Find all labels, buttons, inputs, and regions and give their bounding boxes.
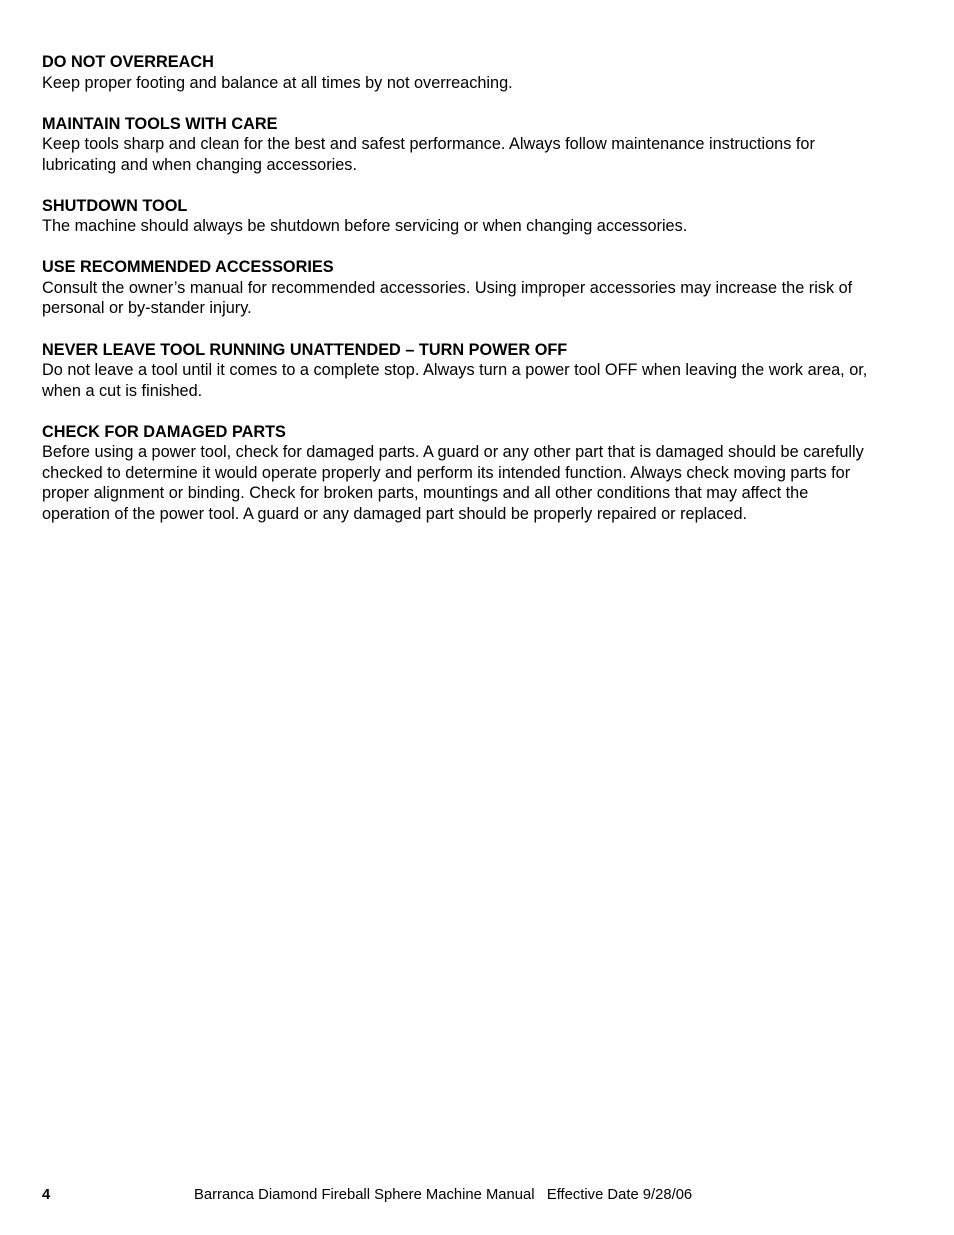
section-body: Do not leave a tool until it comes to a complete stop. Always turn a power tool OFF when leaving the work area, or, when a cut is finished. — [42, 361, 868, 400]
section-heading: SHUTDOWN TOOL — [42, 196, 188, 215]
section-never-leave-tool-running — [42, 340, 872, 402]
section-body: Consult the owner’s manual for recommended accessories. Using improper accessories may increase the risk of personal or by-stander injury. — [42, 278, 853, 318]
footer-title: Barranca Diamond Fireball Sphere Machine Manual Effective Date 9/28/06 — [194, 1187, 693, 1203]
page-footer — [0, 1185, 954, 1205]
section-body: Before using a power tool, check for damaged parts. A guard or any other part that is damaged should be carefully checked to determine it would operate properly and perform its intended function. Always check moving parts for proper alignment or binding. Check for broken parts, mountings and all other conditions that may affect the operation of the power tool. A guard or any damaged part should be properly repaired or replaced. — [42, 443, 864, 524]
section-body: Keep proper footing and balance at all times by not overreaching. — [42, 73, 513, 92]
safety-instructions — [42, 52, 872, 545]
section-body: Keep tools sharp and clean for the best and safest performance. Always follow maintenance instructions for lubricating and when changing accessories. — [42, 135, 815, 174]
section-maintain-tools — [42, 114, 872, 176]
section-do-not-overreach — [42, 52, 872, 93]
section-heading: DO NOT OVERREACH — [42, 53, 214, 71]
section-heading: CHECK FOR DAMAGED PARTS — [42, 422, 286, 441]
section-check-damaged-parts — [42, 422, 872, 525]
section-recommended-accessories — [42, 257, 872, 319]
section-body: The machine should always be shutdown before servicing or when changing accessories. — [42, 217, 688, 236]
section-heading: USE RECOMMENDED ACCESSORIES — [42, 258, 334, 277]
page-number: 4 — [42, 1187, 51, 1203]
section-heading: MAINTAIN TOOLS WITH CARE — [42, 114, 278, 133]
section-heading: NEVER LEAVE TOOL RUNNING UNATTENDED – TURN POWER OFF — [42, 340, 568, 359]
section-shutdown-tool — [42, 196, 872, 237]
